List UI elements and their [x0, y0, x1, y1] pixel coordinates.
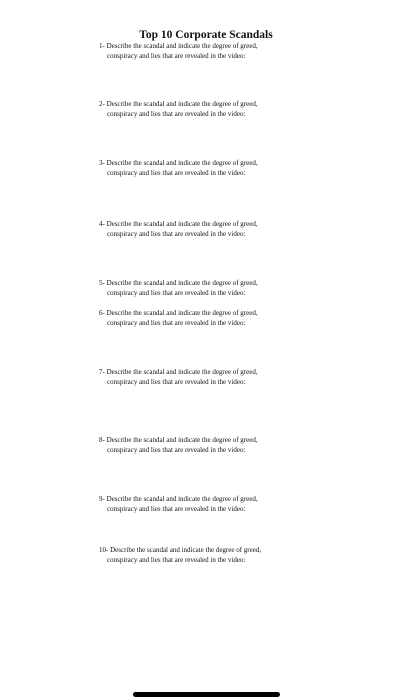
question-text: 6- Describe the scandal and indicate the degree of greed,: [99, 309, 258, 317]
question-text-continued: conspiracy and lies that are revealed in the video:: [107, 445, 246, 454]
question-text: 4- Describe the scandal and indicate the degree of greed,: [99, 220, 258, 228]
question-item-8: [99, 436, 359, 455]
question-item-7: [99, 368, 359, 387]
question-text: 10- Describe the scandal and indicate the degree of greed,: [99, 546, 262, 554]
question-text: 3- Describe the scandal and indicate the degree of greed,: [99, 159, 258, 167]
question-text-continued: conspiracy and lies that are revealed in the video:: [107, 318, 246, 327]
question-text-continued: conspiracy and lies that are revealed in the video:: [107, 51, 246, 60]
question-text: 2- Describe the scandal and indicate the degree of greed,: [99, 100, 258, 108]
question-text: 5- Describe the scandal and indicate the degree of greed,: [99, 279, 258, 287]
question-text-continued: conspiracy and lies that are revealed in the video:: [107, 377, 246, 386]
question-item-3: [99, 159, 359, 178]
question-item-9: [99, 495, 359, 514]
question-item-6: [99, 309, 359, 328]
question-text: 7- Describe the scandal and indicate the degree of greed,: [99, 368, 258, 376]
question-text-continued: conspiracy and lies that are revealed in the video:: [107, 555, 246, 564]
question-text-continued: conspiracy and lies that are revealed in the video:: [107, 288, 246, 297]
question-item-1: [99, 42, 359, 61]
question-text-continued: conspiracy and lies that are revealed in the video:: [107, 229, 246, 238]
question-text-continued: conspiracy and lies that are revealed in the video:: [107, 109, 246, 118]
question-text: 9- Describe the scandal and indicate the degree of greed,: [99, 495, 258, 503]
question-item-5: [99, 279, 359, 298]
question-text: 8- Describe the scandal and indicate the degree of greed,: [99, 436, 258, 444]
question-text-continued: conspiracy and lies that are revealed in the video:: [107, 168, 246, 177]
question-text: 1- Describe the scandal and indicate the degree of greed,: [99, 42, 258, 50]
home-indicator[interactable]: [133, 692, 280, 697]
question-item-4: [99, 220, 359, 239]
question-item-10: [99, 546, 359, 565]
question-item-2: [99, 100, 359, 119]
page-title: Top 10 Corporate Scandals: [139, 29, 273, 41]
question-text-continued: conspiracy and lies that are revealed in the video:: [107, 504, 246, 513]
